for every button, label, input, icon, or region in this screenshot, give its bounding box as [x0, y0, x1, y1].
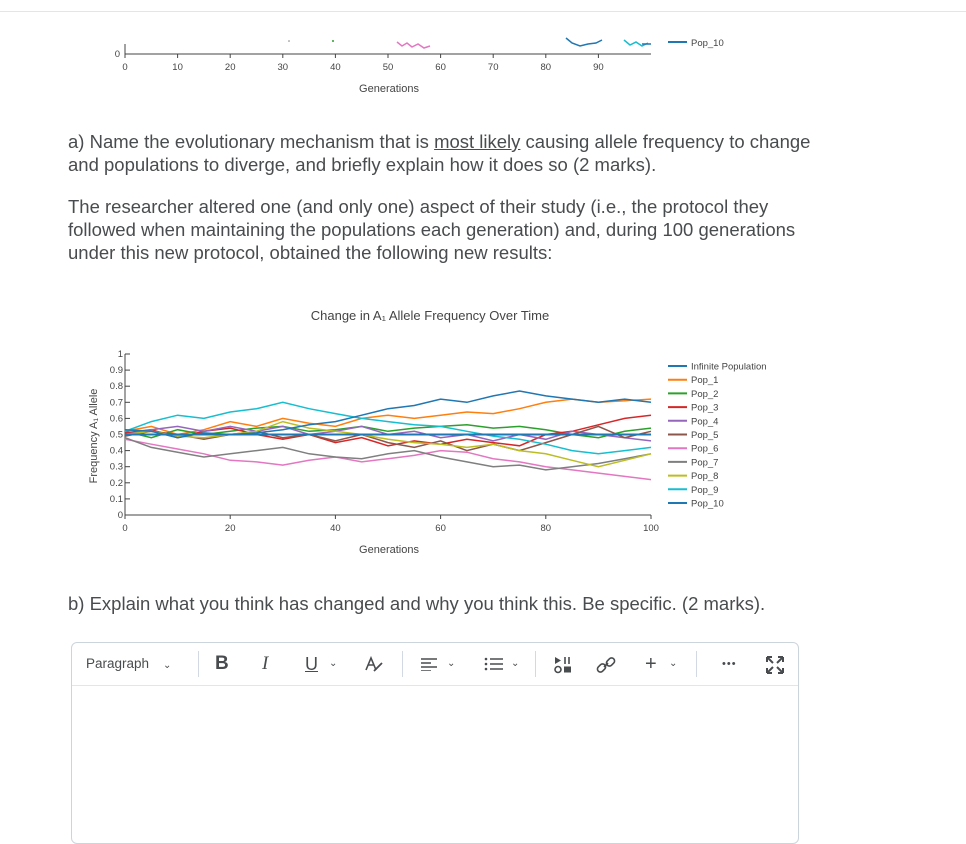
legend-label: Infinite Population [691, 361, 767, 373]
y-tick-label: 0.5 [109, 429, 123, 441]
y-tick-label: 1 [117, 349, 123, 360]
question-a-text: a) Name the evolutionary mechanism that is [68, 131, 435, 152]
toolbar-divider [402, 651, 403, 677]
legend-label: Pop_6 [691, 443, 719, 455]
x-axis-title: Generations [359, 544, 419, 556]
x-tick-label: 30 [277, 62, 289, 73]
x-tick-label: 100 [643, 523, 659, 534]
list-options-chevron-icon[interactable]: ⌄ [511, 658, 520, 669]
x-tick-label: 0 [122, 62, 128, 73]
y-tick-label: 0.4 [109, 445, 123, 457]
fullscreen-icon[interactable] [766, 656, 784, 682]
align-left-icon[interactable] [420, 657, 438, 683]
y-tick-label: 0.6 [109, 413, 123, 425]
x-tick-label: 40 [330, 62, 341, 73]
paragraph-format-label: Paragraph [86, 656, 150, 671]
y-tick-label: 0 [114, 49, 120, 60]
x-tick-label: 20 [224, 523, 236, 534]
italic-button[interactable]: I [262, 653, 269, 674]
text-style-icon[interactable] [364, 656, 384, 682]
y-tick-label: 0.2 [109, 477, 123, 489]
x-tick-label: 50 [382, 62, 394, 73]
underline-options-chevron-icon[interactable]: ⌄ [329, 658, 338, 669]
bold-button[interactable]: B [215, 653, 229, 674]
previous-chart [0, 0, 966, 100]
legend-label: Pop_9 [691, 484, 719, 496]
x-tick-label: 40 [330, 523, 341, 534]
legend-label: Pop_7 [691, 457, 719, 469]
toolbar-divider [198, 651, 199, 677]
data-point-fragment [332, 40, 334, 42]
question-a-text-end: causing allele frequency to change and populations to diverge, and briefly explain how it does so (2 marks). [68, 131, 811, 175]
toolbar-divider [696, 651, 697, 677]
editor-toolbar [72, 643, 798, 686]
x-tick-label: 0 [122, 523, 128, 534]
insert-options-chevron-icon[interactable]: ⌄ [669, 658, 678, 669]
list-icon[interactable] [484, 657, 504, 683]
series-line-pop_1 [125, 399, 651, 434]
x-tick-label: 60 [435, 62, 446, 73]
legend-label: Pop_1 [691, 375, 719, 387]
series-line-pop_8 [125, 422, 651, 467]
series-line-fragment [624, 40, 648, 46]
y-tick-label: 0 [117, 510, 123, 521]
question-a-emphasis: most likely [434, 131, 521, 152]
answer-editor[interactable] [71, 642, 799, 844]
y-tick-label: 0.8 [109, 381, 123, 393]
insert-media-icon[interactable] [553, 656, 573, 682]
x-tick-label: 80 [540, 523, 552, 534]
chart-title: Change in A₁ Allele Frequency Over Time [310, 308, 550, 323]
y-tick-label: 0.9 [109, 365, 123, 377]
x-tick-label: 10 [172, 62, 183, 73]
chevron-down-icon: ⌄ [163, 660, 172, 671]
legend-label: Pop_2 [691, 388, 719, 400]
x-tick-label: 20 [224, 62, 236, 73]
legend-label: Pop_10 [691, 498, 724, 510]
series-line-fragment [566, 38, 602, 46]
legend-label: Pop_4 [691, 416, 719, 428]
underline-button[interactable]: U [305, 654, 318, 674]
y-tick-label: 0.7 [109, 397, 123, 409]
x-tick-label: 70 [487, 62, 499, 73]
question-a [68, 130, 828, 176]
y-axis-title: Frequency A₁ Allele [88, 388, 100, 484]
y-tick-label: 0.3 [109, 461, 123, 473]
data-point-fragment [288, 40, 290, 42]
x-tick-label: 90 [593, 62, 604, 73]
x-axis-title: Generations [359, 83, 419, 95]
insert-button[interactable]: + [645, 653, 657, 675]
series-line-fragment [397, 42, 430, 48]
paragraph-format-select[interactable] [86, 651, 171, 677]
x-tick-label: 60 [435, 523, 446, 534]
legend-label: Pop_8 [691, 471, 719, 483]
link-icon[interactable] [596, 656, 616, 682]
more-options-button[interactable]: ••• [722, 658, 737, 670]
legend-label: Pop_10 [691, 38, 724, 49]
protocol-intro: The researcher altered one (and only one) aspect of their study (i.e., the protocol they followed when maintaining the populations each generation) and, during 100 generations under this new protocol, obtained the following new results: [68, 196, 796, 263]
x-tick-label: 80 [540, 62, 552, 73]
editor-content-area[interactable] [72, 686, 798, 841]
question-b: b) Explain what you think has changed and why you think this. Be specific. (2 marks). [68, 593, 766, 614]
legend-label: Pop_3 [691, 402, 719, 414]
legend-label: Pop_5 [691, 430, 719, 441]
series-line-pop_3 [125, 415, 651, 446]
align-options-chevron-icon[interactable]: ⌄ [447, 658, 456, 669]
toolbar-divider [535, 651, 536, 677]
y-tick-label: 0.1 [109, 493, 123, 505]
allele-frequency-chart [0, 296, 966, 566]
